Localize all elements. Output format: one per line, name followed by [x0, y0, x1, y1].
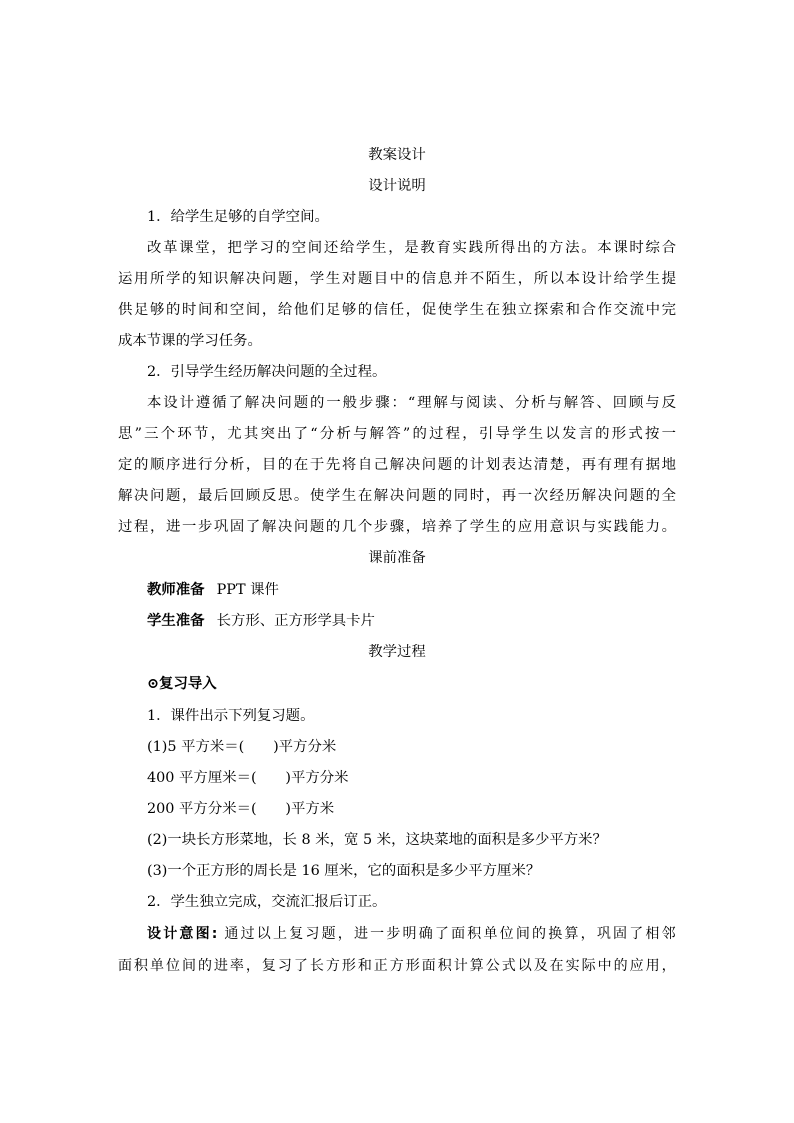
para1-line-3: 供足够的时间和空间，给他们足够的信任，促使学生在独立探索和合作交流中完 [118, 302, 676, 318]
step-2: 2．学生独立完成，交流汇报后订正。 [147, 894, 387, 910]
point-1: 1．给学生足够的自学空间。 [147, 209, 329, 225]
question-1c: 200 平方分米＝( )平方米 [147, 801, 335, 817]
step-1: 1．课件出示下列复习题。 [147, 708, 315, 724]
student-prep-row [147, 609, 676, 630]
question-2: (2)一块长方形菜地，长 8 米，宽 5 米，这块菜地的面积是多少平方米？ [147, 832, 607, 848]
design-intent-text-1: 通过以上复习题，进一步明确了面积单位间的换算，巩固了相邻 [224, 926, 676, 942]
teacher-prep-row [147, 578, 676, 599]
para2-line-1: 本设计遵循了解决问题的一般步骤：“理解与阅读、分析与解答、回顾与反 [147, 395, 676, 411]
para2-line-4: 解决问题，最后回顾反思。使学生在解决问题的同时，再一次经历解决问题的全 [118, 488, 676, 504]
para1-line-4: 成本节课的学习任务。 [118, 333, 262, 349]
point-2: 2．引导学生经历解决问题的全过程。 [147, 364, 387, 380]
para2-line-3: 定的顺序进行分析，目的在于先将自己解决问题的计划表达清楚，再有理有据地 [118, 457, 676, 473]
section-heading-preparation: 课前准备 [368, 550, 426, 566]
design-intent-label: 设计意图: [147, 926, 218, 942]
question-1a: (1)5 平方米＝( )平方分米 [147, 739, 337, 755]
teacher-prep-label: 教师准备 [147, 581, 205, 598]
student-prep-value: 长方形、正方形学具卡片 [216, 613, 375, 629]
design-intent-line-1 [147, 923, 676, 943]
para2-line-5: 过程，进一步巩固了解决问题的几个步骤，培养了学生的应用意识与实践能力。 [118, 519, 676, 535]
section-heading-design-notes: 设计说明 [368, 178, 426, 194]
para1-line-1: 改革课堂，把学习的空间还给学生，是教育实践所得出的方法。本课时综合 [147, 240, 676, 256]
student-prep-label: 学生准备 [147, 612, 205, 629]
para2-line-2: 思”三个环节，尤其突出了“分析与解答”的过程，引导学生以发言的形式按一 [118, 426, 676, 442]
section-heading-process: 教学过程 [368, 644, 426, 660]
document-title: 教案设计 [368, 147, 426, 163]
question-1b: 400 平方厘米＝( )平方分米 [147, 770, 349, 786]
para1-line-2: 运用所学的知识解决问题，学生对题目中的信息并不陌生，所以本设计给学生提 [118, 271, 676, 287]
teacher-prep-value: PPT 课件 [216, 582, 279, 598]
design-intent-line-2: 面积单位间的进率，复习了长方形和正方形面积计算公式以及在实际中的应用， [118, 958, 676, 974]
question-3: (3)一个正方形的周长是 16 厘米，它的面积是多少平方厘米？ [147, 863, 541, 879]
review-heading: ⊙复习导入 [147, 675, 217, 692]
